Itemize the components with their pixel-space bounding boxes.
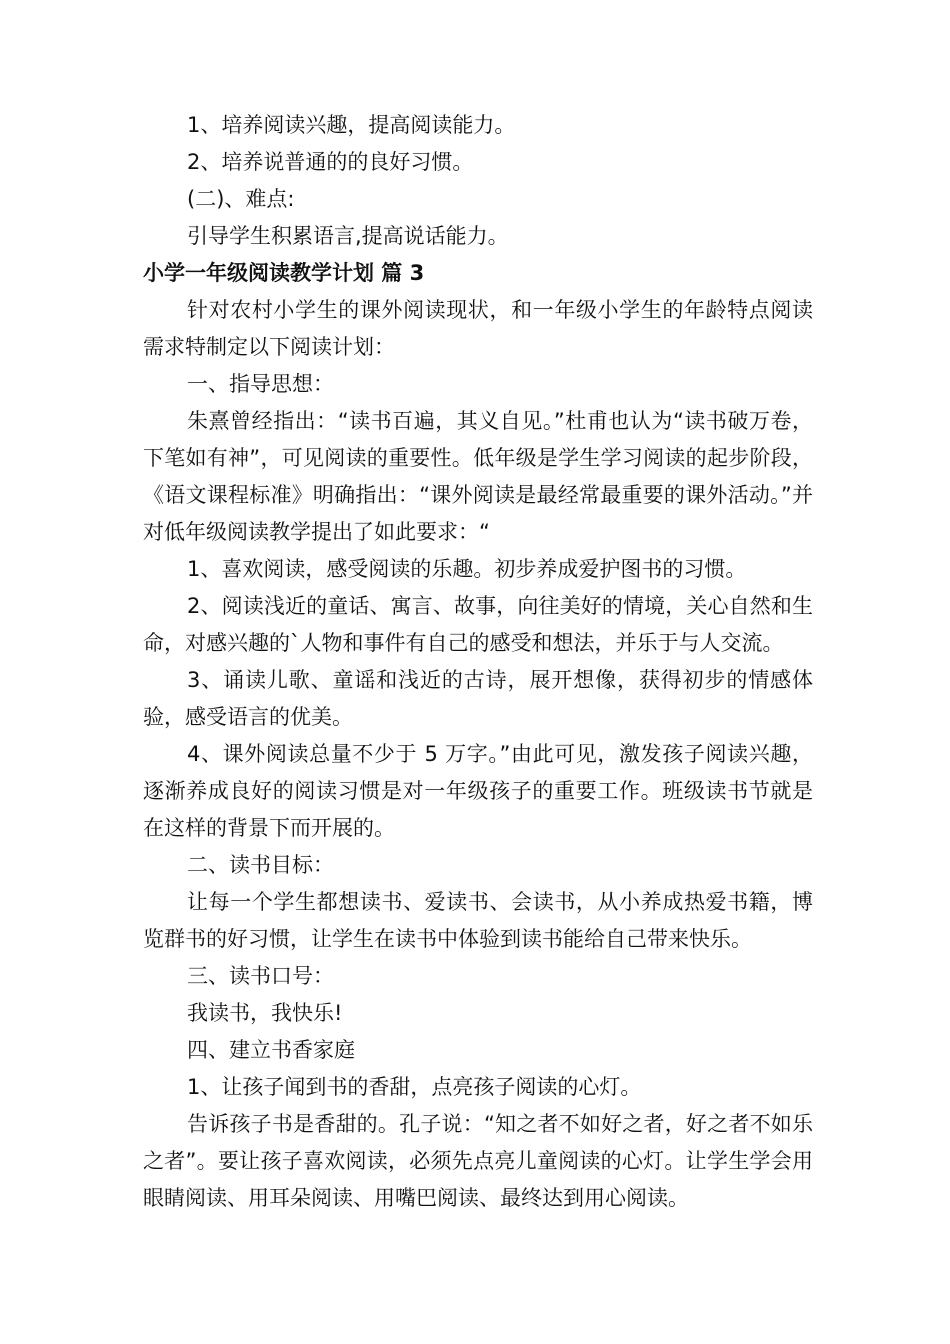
section-heading: 小学一年级阅读教学计划 篇 3: [143, 261, 425, 285]
paragraph-family-detail: 告诉孩子书是香甜的。孔子说：“知之者不如好之者，好之者不如乐之者”。要让孩子喜欢阅读，必须先点亮儿童阅读的心灯。让学生学会用眼睛阅读、用耳朵阅读、用嘴巴阅读、最终达到用心阅读。: [143, 1112, 813, 1210]
paragraph-guiding-heading: 一、指导思想：: [187, 372, 334, 396]
paragraph-key-point-1: 1、培养阅读兴趣，提高阅读能力。: [187, 113, 516, 137]
paragraph-slogan: 我读书，我快乐!: [187, 1001, 343, 1025]
paragraph-requirement-4: 4、课外阅读总量不少于 5 万字。”由此可见，激发孩子阅读兴趣，逐渐养成良好的阅读习惯是对一年级孩子的重要工作。班级读书节就是在这样的背景下而开展的。: [143, 742, 813, 840]
paragraph-goal: 让每一个学生都想读书、爱读书、会读书，从小养成热爱书籍，博览群书的好习惯，让学生在读书中体验到读书能给自己带来快乐。: [143, 890, 813, 951]
paragraph-difficulty: 引导学生积累语言,提高说话能力。: [187, 224, 509, 248]
paragraph-slogan-heading: 三、读书口号：: [187, 964, 334, 988]
paragraph-difficulty-heading: (二)、难点:: [187, 187, 295, 211]
paragraph-requirement-1: 1、喜欢阅读，感受阅读的乐趣。初步养成爱护图书的习惯。: [187, 557, 747, 581]
paragraph-key-point-2: 2、培养说普通的的良好习惯。: [187, 150, 474, 174]
paragraph-goal-heading: 二、读书目标：: [187, 853, 334, 877]
paragraph-requirement-2: 2、阅读浅近的童话、寓言、故事，向往美好的情境，关心自然和生命，对感兴趣的`人物和事件有自己的感受和想法，并乐于与人交流。: [143, 594, 813, 655]
paragraph-requirement-3: 3、诵读儿歌、童谣和浅近的古诗，展开想像，获得初步的情感体验，感受语言的优美。: [143, 668, 813, 729]
paragraph-family-heading: 四、建立书香家庭: [187, 1038, 355, 1062]
document-body: [143, 107, 813, 1217]
paragraph-intro: 针对农村小学生的课外阅读现状，和一年级小学生的年龄特点阅读需求特制定以下阅读计划：: [143, 298, 813, 359]
paragraph-family-point-1: 1、让孩子闻到书的香甜，点亮孩子阅读的心灯。: [187, 1075, 642, 1099]
paragraph-guiding: 朱熹曾经指出：“读书百遍，其义自见。”杜甫也认为“读书破万卷，下笔如有神”，可见阅读的重要性。低年级是学生学习阅读的起步阶段，《语文课程标准》明确指出：“课外阅读是最经常最重要的课外活动。”并对低年级阅读教学提出了如此要求：“: [143, 409, 813, 544]
